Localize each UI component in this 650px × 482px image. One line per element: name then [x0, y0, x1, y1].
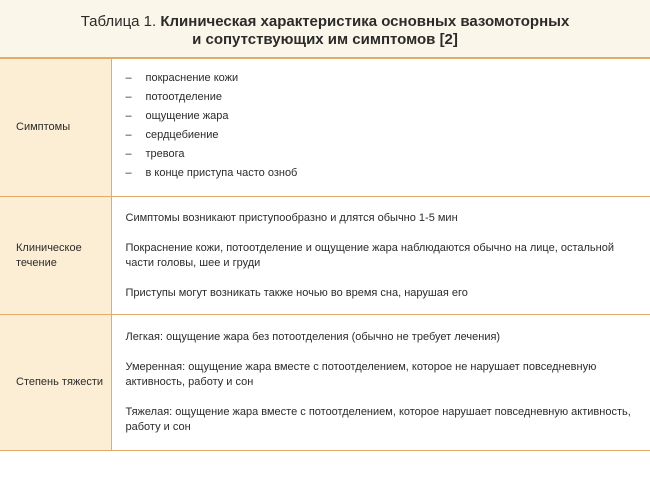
- row-label-clinical-course: Клиническое течение: [0, 197, 111, 315]
- paragraph: Умеренная: ощущение жара вместе с потоотделением, которое не нарушает повседневную активность, работу и сон: [125, 361, 597, 388]
- list-item-text: потоотделение: [145, 90, 222, 103]
- symptoms-list: [126, 71, 643, 181]
- list-item: [126, 147, 643, 162]
- paragraph: Покраснение кожи, потоотделение и ощущение жара наблюдаются обычно на лице, остальной части головы, шее и груди: [125, 241, 614, 269]
- title-main: Клиническая характеристика основных вазомоторных: [160, 13, 570, 30]
- list-item-text: тревога: [145, 147, 185, 160]
- dash-bullet: –: [125, 90, 132, 103]
- row-label-severity: Степень тяжести: [0, 315, 111, 451]
- row-label-symptoms: Симптомы: [0, 59, 111, 197]
- list-item: [126, 90, 643, 105]
- dash-bullet: –: [125, 147, 132, 160]
- symptoms-cell: [111, 59, 650, 197]
- paragraph: Легкая: ощущение жара без потоотделения (обычно не требует лечения): [125, 331, 501, 343]
- clinical-course-cell: [111, 197, 650, 315]
- paragraph: Тяжелая: ощущение жара вместе с потоотделением, которое нарушает повседневную активность, работу и сон: [125, 406, 631, 433]
- list-item: [126, 109, 643, 124]
- title-line-1: [0, 13, 650, 31]
- list-item-text: сердцебиение: [145, 128, 219, 141]
- table-title: [0, 0, 650, 58]
- dash-bullet: –: [125, 128, 132, 141]
- severity-cell: [111, 315, 650, 451]
- list-item: [126, 71, 643, 86]
- list-item-text: ощущение жара: [145, 109, 229, 122]
- dash-bullet: –: [125, 166, 132, 179]
- list-item: [126, 128, 643, 143]
- list-item-text: в конце приступа часто озноб: [145, 166, 298, 179]
- dash-bullet: –: [125, 71, 132, 84]
- table-row: [0, 197, 650, 315]
- dash-bullet: –: [125, 109, 132, 122]
- table-row: [0, 59, 650, 197]
- table-row: [0, 315, 650, 451]
- title-line-2: и сопутствующих им симптомов [2]: [192, 31, 458, 48]
- list-item: [126, 166, 643, 181]
- list-item-text: покраснение кожи: [145, 71, 239, 84]
- paragraph: Симптомы возникают приступообразно и длятся обычно 1-5 мин: [125, 211, 458, 224]
- title-prefix: Таблица 1.: [80, 13, 157, 30]
- paragraph: Приступы могут возникать также ночью во время сна, нарушая его: [125, 286, 468, 299]
- symptoms-table: [0, 58, 650, 451]
